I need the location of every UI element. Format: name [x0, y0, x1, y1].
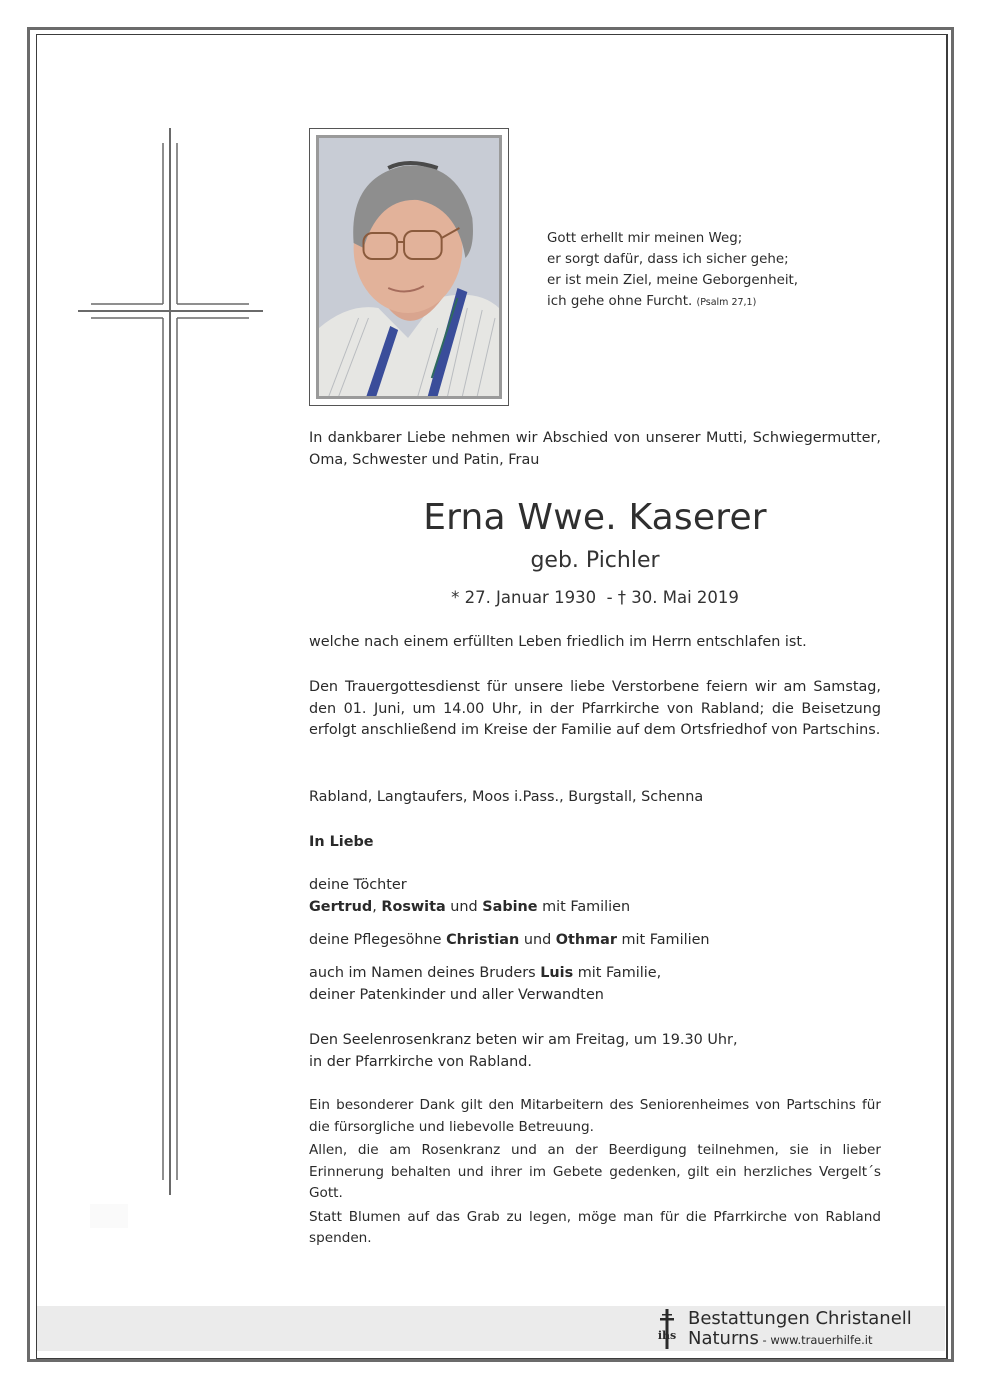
daughters-label: deine Töchter — [309, 877, 407, 893]
in-love-heading: In Liebe — [309, 834, 374, 850]
verse-line-text: ich gehe ohne Furcht. — [547, 294, 693, 309]
verse-line: er ist mein Ziel, meine Geborgenheit, — [547, 273, 799, 288]
funeral-text: Den Trauergottesdienst für unsere liebe Verstorbene feiern wir am Samstag, den 01. Juni, um 14.00 Uhr, in der Pfarrkirche von Rabland; die Beisetzung erfolgt anschließend im Kreise der Familie auf dem Ortsfriedhof von Partschins. — [309, 679, 881, 738]
maiden-name: geb. Pichler — [530, 548, 660, 573]
deceased-name: Erna Wwe. Kaserer — [423, 497, 767, 538]
funeral-home-location — [688, 1328, 872, 1351]
verse-reference: (Psalm 27,1) — [696, 297, 757, 308]
website-link[interactable]: www.trauerhilfe.it — [770, 1333, 873, 1347]
life-dates: * 27. Januar 1930 - † 30. Mai 2019 — [451, 588, 739, 607]
verse-line: er sorgt dafür, dass ich sicher gehe; — [547, 252, 789, 267]
mourners-brother — [309, 963, 881, 1006]
brother-line — [309, 963, 881, 985]
svg-text:ihs: ihs — [657, 1329, 677, 1342]
passing-text: welche nach einem erfüllten Leben friedlich im Herrn entschlafen ist. — [309, 634, 807, 650]
intro-text: In dankbarer Liebe nehmen wir Abschied von unserer Mutti, Schwiegermutter, Oma, Schwester und Patin, Frau — [309, 430, 881, 468]
brother-name: Luis — [540, 965, 574, 981]
faint-mark — [90, 1204, 128, 1228]
fostersons-label: deine Pflegesöhne — [309, 932, 447, 948]
separator: - — [758, 1333, 771, 1347]
rosary-text — [309, 1030, 881, 1073]
brother-prefix: auch im Namen deines Bruders — [309, 965, 541, 981]
verse-line — [547, 291, 798, 313]
bible-verse — [547, 228, 798, 313]
daughters-names — [309, 897, 881, 919]
thanks-section — [309, 1095, 881, 1252]
suffix: mit Familie, — [573, 965, 662, 981]
conjunction: und — [445, 898, 483, 915]
rosary-line: Den Seelenrosenkranz beten wir am Freitag, um 19.30 Uhr, — [309, 1032, 738, 1048]
suffix: mit Familien — [537, 898, 631, 915]
thanks-paragraph: Ein besonderer Dank gilt den Mitarbeitern des Seniorenheimes von Partschins für die fürsorgliche und liebevolle Betreuung. — [309, 1097, 881, 1135]
funeral-home-town: Naturns — [688, 1328, 759, 1349]
verse-line: Gott erhellt mir meinen Weg; — [547, 231, 743, 246]
portrait-frame — [309, 128, 509, 406]
daughter-name: Gertrud — [309, 898, 373, 915]
mourners-fostersons — [309, 930, 881, 952]
conjunction: und — [519, 932, 556, 948]
portrait-photo — [316, 135, 502, 399]
places-text: Rabland, Langtaufers, Moos i.Pass., Burgstall, Schenna — [309, 789, 704, 805]
suffix: mit Familien — [616, 932, 710, 948]
thanks-paragraph: Statt Blumen auf das Grab zu legen, möge man für die Pfarrkirche von Rabland spenden. — [309, 1208, 881, 1246]
daughter-name: Sabine — [482, 898, 538, 915]
fosterson-name: Christian — [446, 932, 520, 948]
rosary-line: in der Pfarrkirche von Rabland. — [309, 1053, 533, 1070]
portrait-illustration — [319, 138, 499, 396]
funeral-home-name: Bestattungen Christanell — [688, 1308, 912, 1329]
daughter-name: Roswita — [381, 898, 446, 915]
thanks-paragraph: Allen, die am Rosenkranz und an der Beerdigung teilnehmen, sie in lieber Erinnerung behalten und ihrer im Gebete gedenken, gilt ein herzliches Vergelt´s Gott. — [309, 1142, 881, 1201]
other-relatives: deiner Patenkinder und aller Verwandten — [309, 986, 604, 1003]
cross-ihs-icon — [651, 1308, 683, 1350]
mourners-daughters — [309, 875, 881, 918]
fosterson-name: Othmar — [555, 932, 617, 948]
separator: , — [372, 898, 382, 915]
